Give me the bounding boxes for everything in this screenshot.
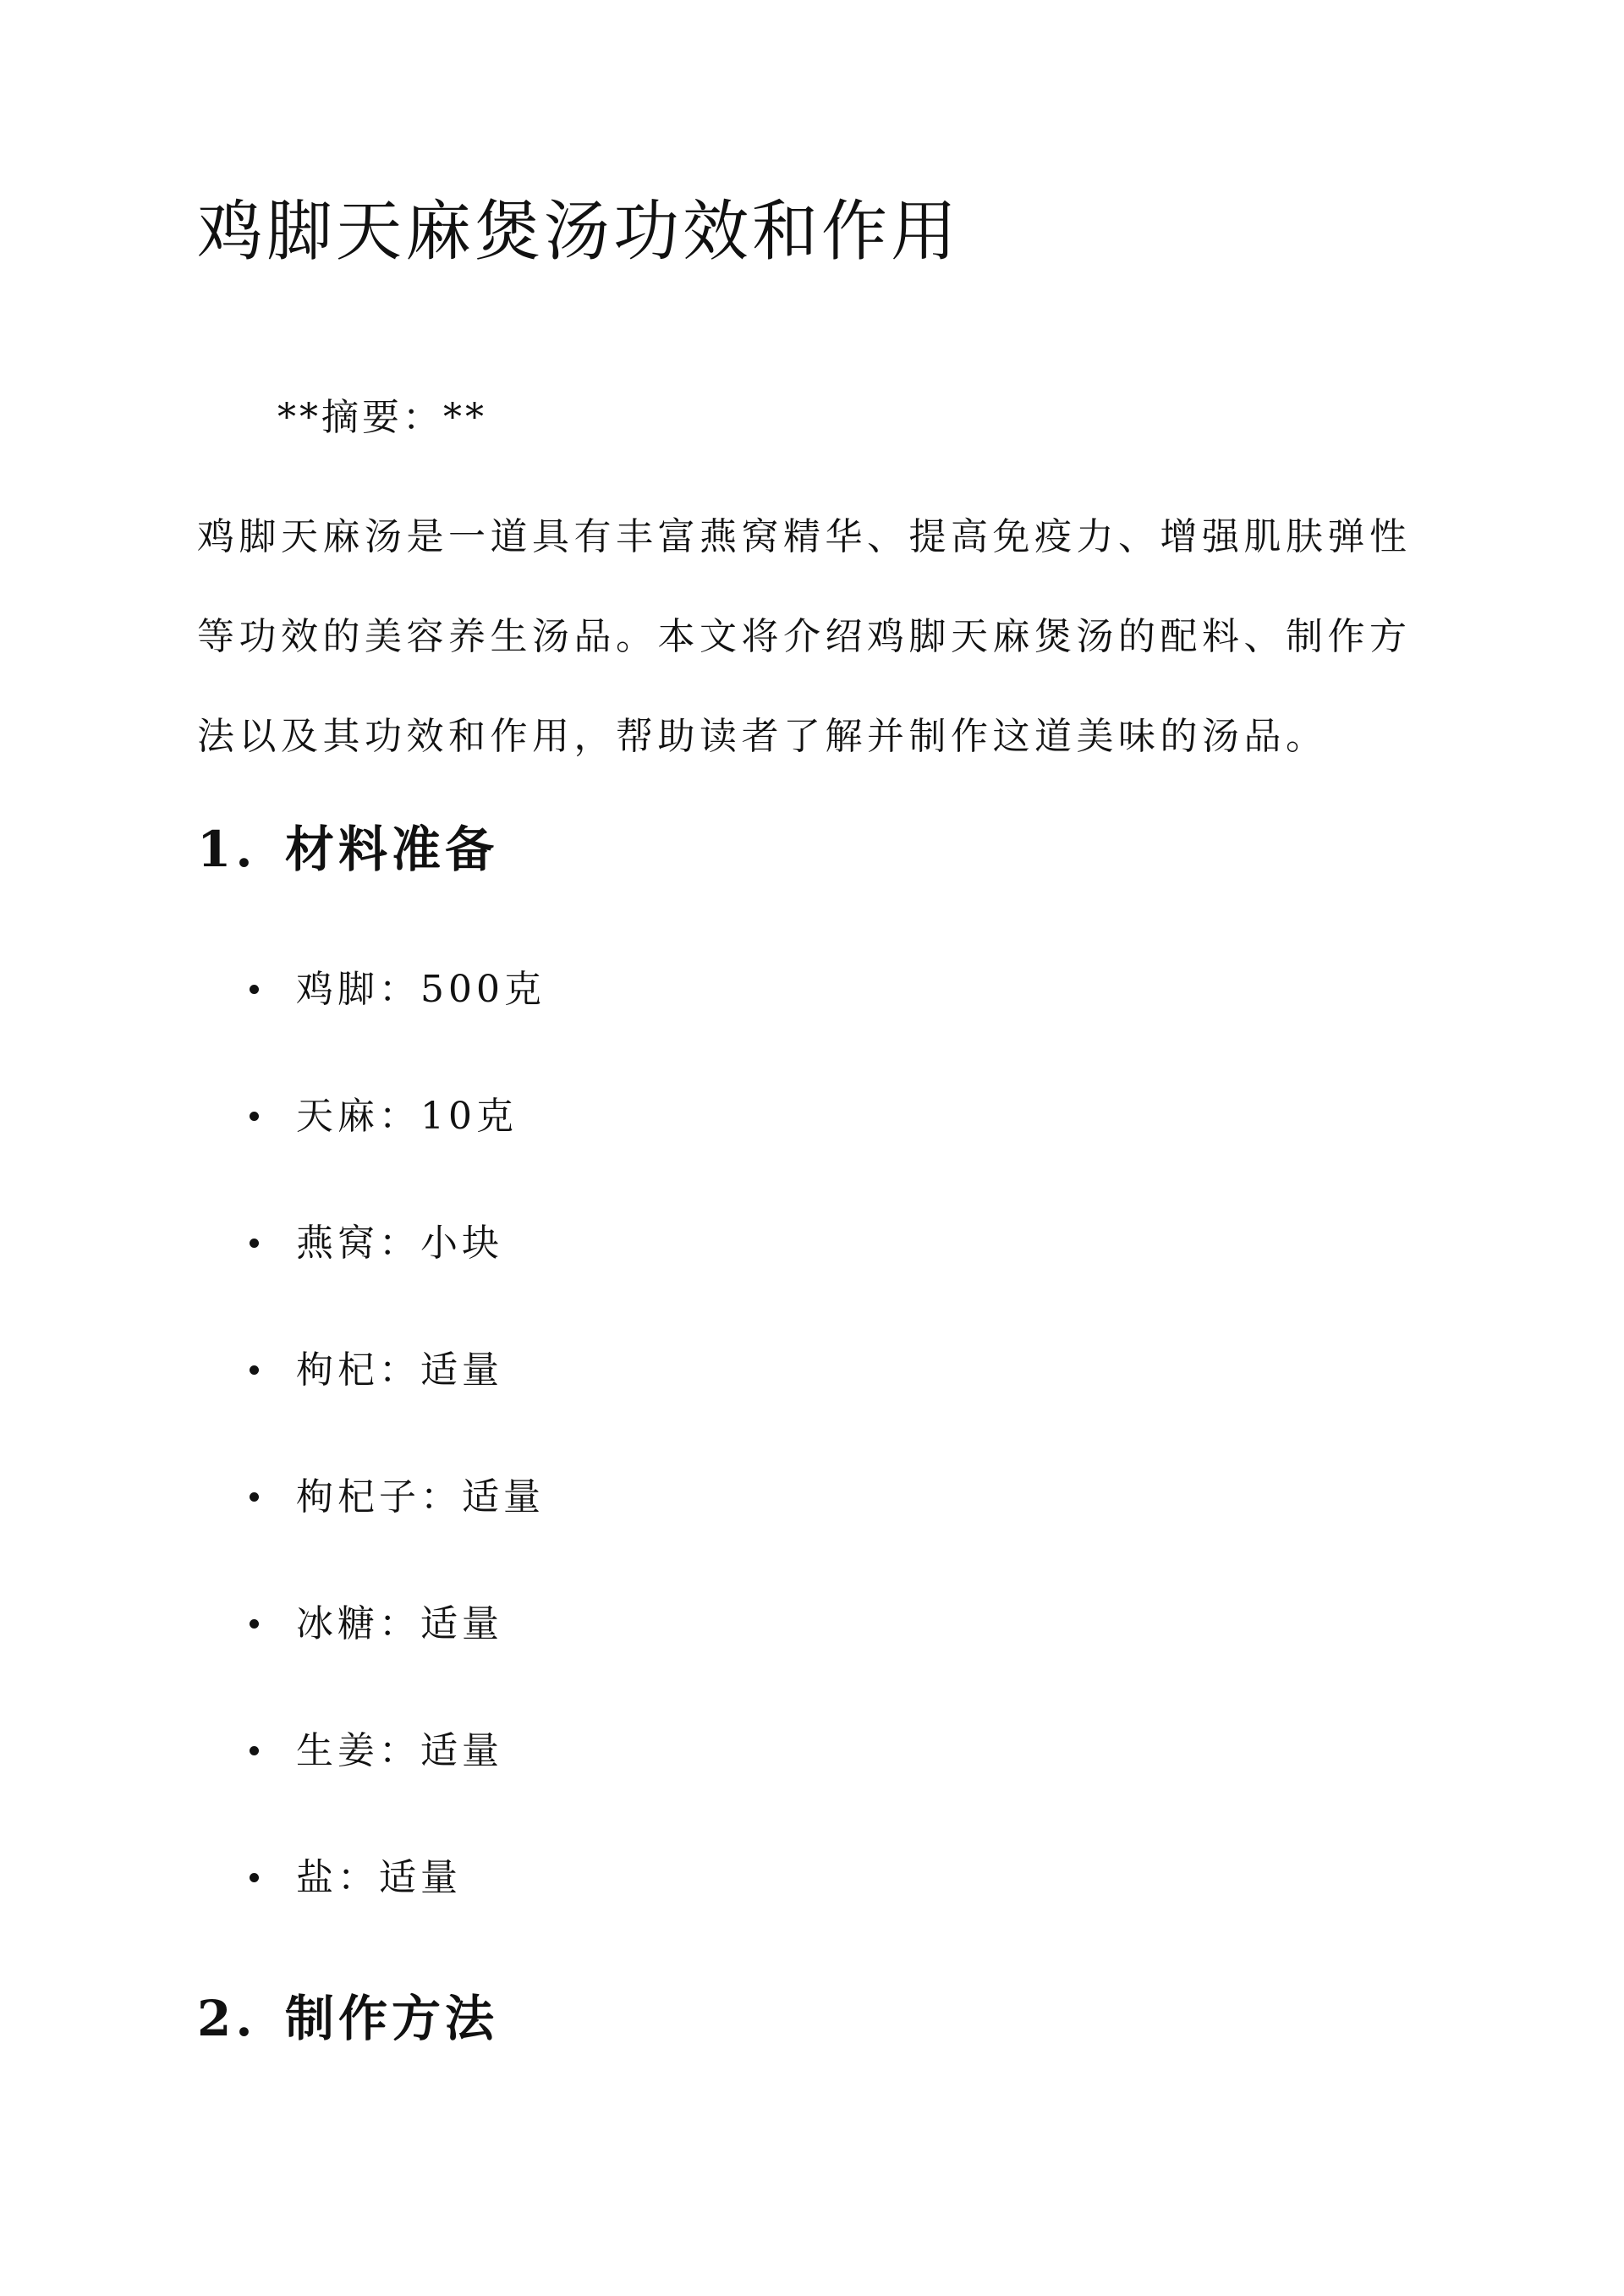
- ingredient-text: 盐：适量: [296, 1856, 462, 1899]
- document-title: 鸡脚天麻煲汤功效和作用: [197, 194, 961, 270]
- bullet-icon: [250, 1492, 259, 1502]
- section-title: 制作方法: [285, 1990, 499, 2047]
- section-title: 材料准备: [285, 821, 499, 878]
- abstract-text: 鸡脚天麻汤是一道具有丰富燕窝精华、提高免疫力、增强肌肤弹性等功效的美容养生汤品。本文将介绍鸡脚天麻煲汤的配料、制作方法以及其功效和作用，帮助读者了解并制作这道美味的汤品。: [197, 515, 1412, 758]
- bullet-icon: [250, 1239, 259, 1248]
- bullet-icon: [250, 1873, 259, 1882]
- ingredient-text: 生姜：适量: [296, 1729, 503, 1772]
- bullet-icon: [250, 1746, 259, 1755]
- ingredient-text: 枸杞子：适量: [296, 1475, 545, 1519]
- ingredient-text: 冰糖：适量: [296, 1602, 503, 1645]
- ingredient-text: 燕窝：小块: [296, 1222, 503, 1265]
- section-heading-method: [197, 1990, 498, 2049]
- section-number: 2.: [197, 1990, 257, 2047]
- ingredient-text: 鸡脚：500克: [296, 968, 546, 1011]
- ingredient-text: 枸杞：适量: [296, 1348, 503, 1392]
- ingredient-text: 天麻：10克: [296, 1095, 518, 1138]
- bullet-icon: [250, 1365, 259, 1375]
- section-heading-materials: [197, 821, 498, 880]
- bullet-icon: [250, 1112, 259, 1121]
- section-number: 1.: [197, 821, 257, 878]
- abstract-label: **摘要：**: [277, 396, 487, 439]
- bullet-icon: [250, 985, 259, 994]
- bullet-icon: [250, 1619, 259, 1629]
